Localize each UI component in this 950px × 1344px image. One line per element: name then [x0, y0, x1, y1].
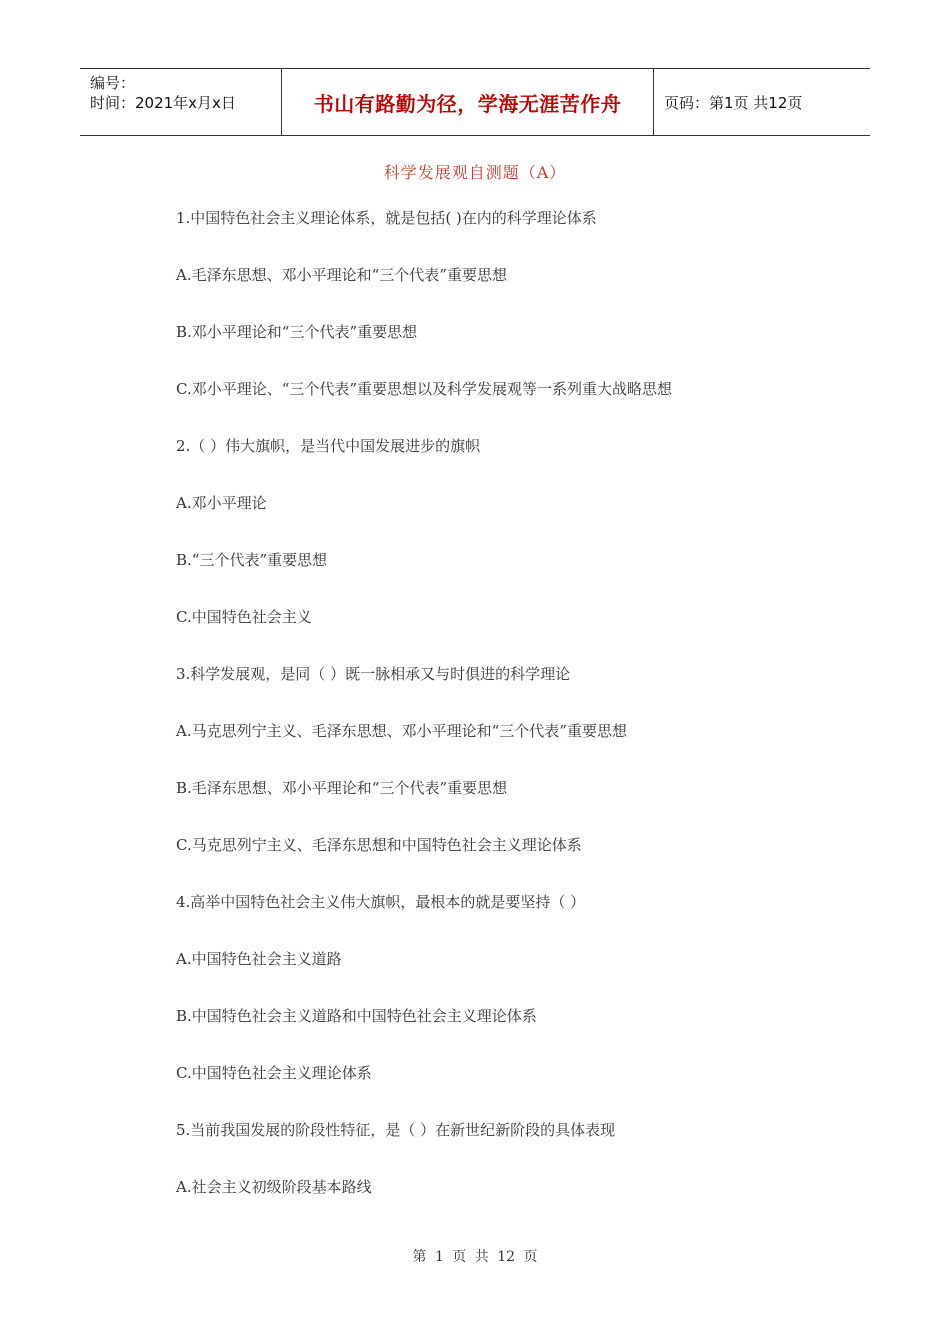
option-1a: A.毛泽东思想、邓小平理论和“三个代表”重要思想	[176, 266, 507, 284]
document-body	[176, 206, 856, 1232]
option-3b: B.毛泽东思想、邓小平理论和“三个代表”重要思想	[176, 779, 508, 797]
option-5a: A.社会主义初级阶段基本路线	[176, 1178, 372, 1196]
document-title: 科学发展观自测题（A）	[383, 163, 567, 182]
option-4a: A.中国特色社会主义道路	[176, 950, 342, 968]
option-3a: A.马克思列宁主义、毛泽东思想、邓小平理论和“三个代表”重要思想	[176, 722, 627, 740]
header-motto: 书山有路勤为径，学海无涯苦作舟	[282, 69, 654, 135]
code-label: 编号：	[90, 74, 136, 92]
question-3: 3.科学发展观，是同（ ）既一脉相承又与时俱进的科学理论	[176, 665, 571, 683]
question-5: 5.当前我国发展的阶段性特征，是（ ）在新世纪新阶段的具体表现	[176, 1121, 616, 1139]
option-1c: C.邓小平理论、“三个代表”重要思想以及科学发展观等一系列重大战略思想	[176, 380, 673, 398]
option-2c: C.中国特色社会主义	[176, 608, 312, 626]
page-footer: 第 1 页 共 12 页	[412, 1249, 538, 1265]
option-2b: B.“三个代表”重要思想	[176, 551, 328, 569]
option-2a: A.邓小平理论	[176, 494, 267, 512]
page-header	[80, 68, 870, 136]
header-meta	[80, 69, 282, 135]
option-3c: C.马克思列宁主义、毛泽东思想和中国特色社会主义理论体系	[176, 836, 582, 854]
option-1b: B.邓小平理论和“三个代表”重要思想	[176, 323, 418, 341]
option-4b: B.中国特色社会主义道路和中国特色社会主义理论体系	[176, 1007, 537, 1025]
question-4: 4.高举中国特色社会主义伟大旗帜，最根本的就是要坚持（ ）	[176, 893, 586, 911]
option-4c: C.中国特色社会主义理论体系	[176, 1064, 372, 1082]
question-2: 2.（ ）伟大旗帜，是当代中国发展进步的旗帜	[176, 437, 481, 455]
time-label: 时间：2021年x月x日	[90, 94, 236, 112]
header-page-info: 页码：第1页 共12页	[664, 93, 803, 112]
question-1: 1.中国特色社会主义理论体系，就是包括( )在内的科学理论体系	[176, 209, 597, 227]
